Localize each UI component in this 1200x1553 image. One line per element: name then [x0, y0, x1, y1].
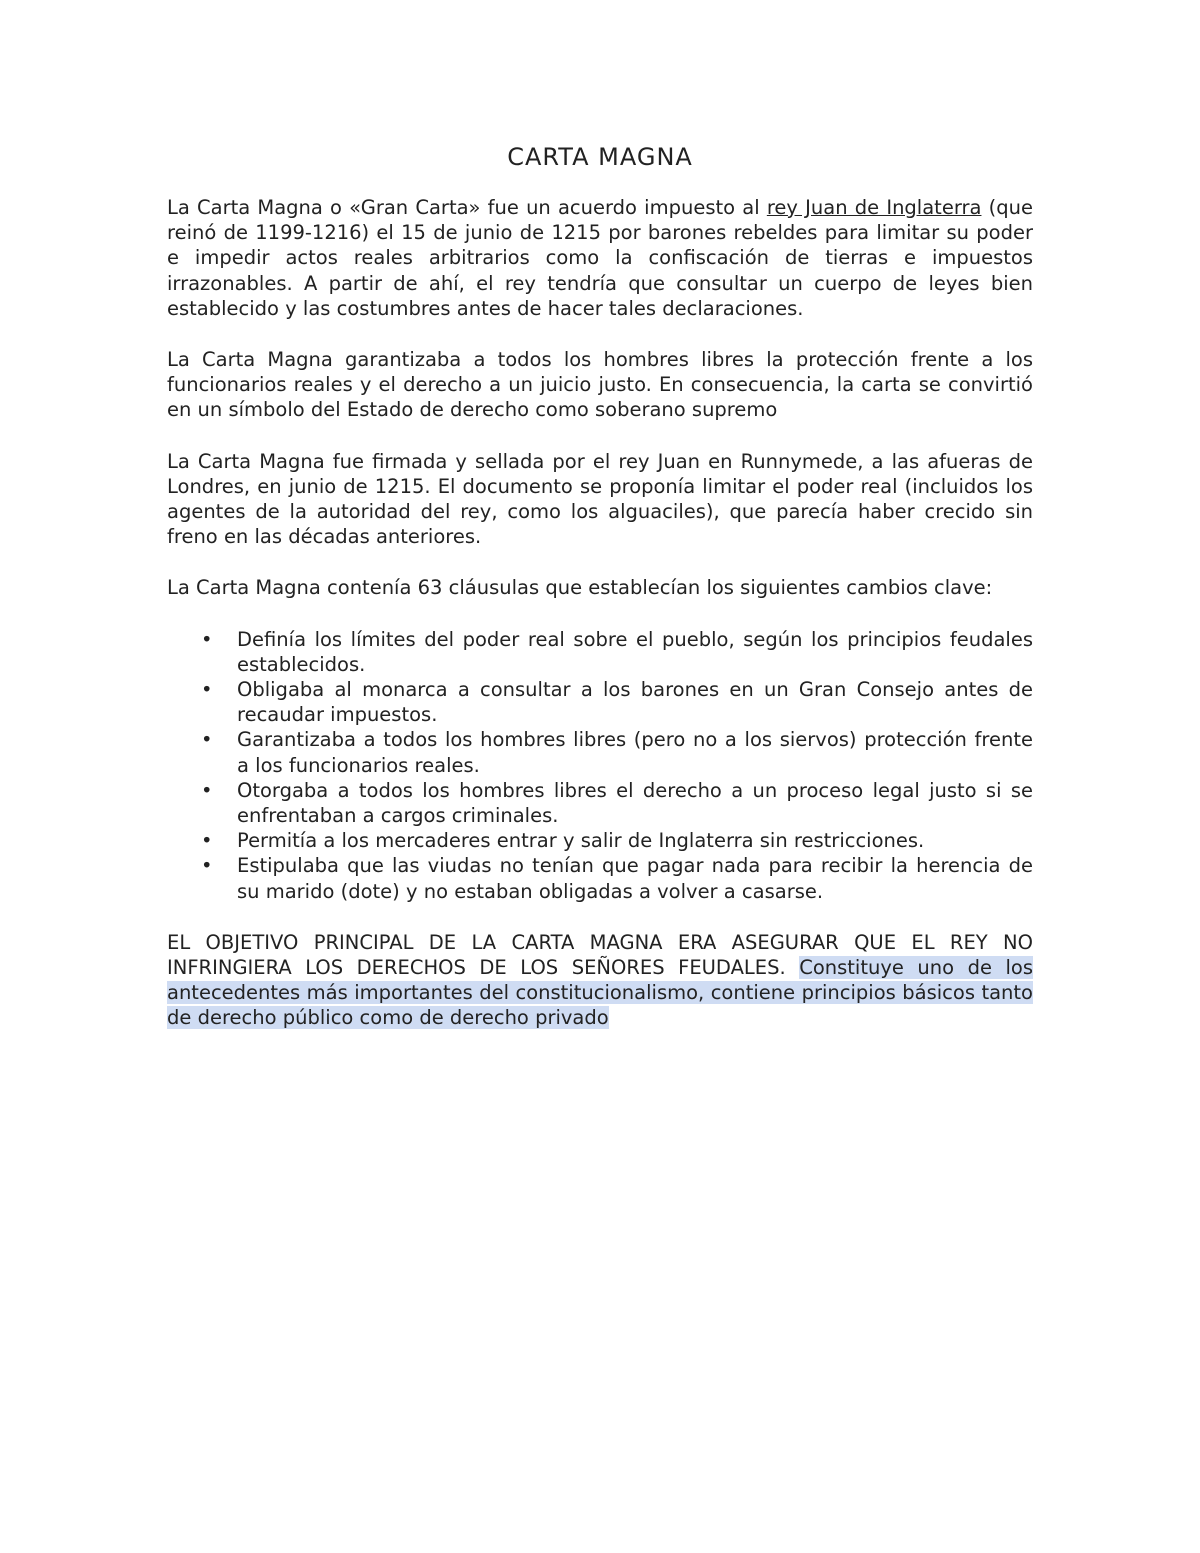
objective-text: EL OBJETIVO PRINCIPAL DE LA CARTA MAGNA ERA ASEGURAR QUE EL REY NO INFRINGIERA LOS DERECHOS DE LOS SEÑORES FEUDALES. — [167, 930, 1033, 980]
selected-text-highlight[interactable]: Constituye uno de los antecedentes más importantes del constitucionalismo, contiene principios básicos tanto de derecho público como de derecho privado — [167, 956, 1033, 1030]
paragraph-intro — [167, 195, 1033, 321]
list-item — [201, 627, 1033, 677]
bullet-icon: • — [201, 627, 213, 651]
list-item-text: Garantizaba a todos los hombres libres (pero no a los siervos) protección frente a los funcionarios reales. — [237, 728, 1033, 777]
paragraph-intro-continuation: (que reinó de 1199-1216) el 15 de junio de 1215 por barones rebeldes para limitar su poder e impedir actos reales arbitrarios como la confiscación de tierras e impuestos irrazonables. A partir de ahí, el rey tendría que consultar un cuerpo de leyes bien establecido y las costumbres antes de hacer tales declaraciones. — [167, 196, 1034, 320]
list-item — [201, 677, 1033, 727]
list-item-text: Obligaba al monarca a consultar a los barones en un Gran Consejo antes de recaudar impuestos. — [237, 678, 1033, 727]
document-body — [167, 141, 1033, 1057]
bullet-icon: • — [201, 678, 213, 702]
list-item — [201, 828, 1033, 853]
paragraph-intro-text: La Carta Magna o «Gran Carta» fue un acuerdo impuesto al — [167, 196, 767, 219]
bullet-icon: • — [201, 778, 213, 802]
paragraph-runnymede: La Carta Magna fue firmada y sellada por el rey Juan en Runnymede, a las afueras de Londres, en junio de 1215. El documento se proponía limitar el poder real (incluidos los agentes de la autoridad del rey, como los alguaciles), que parecía haber crecido sin freno en las décadas anteriores. — [167, 449, 1033, 549]
document-title: CARTA MAGNA — [507, 143, 693, 171]
clauses-list — [167, 627, 1033, 904]
list-item-text: Otorgaba a todos los hombres libres el derecho a un proceso legal justo si se enfrentaban a cargos criminales. — [237, 778, 1033, 828]
bullet-icon: • — [201, 854, 213, 878]
paragraph-clauses: La Carta Magna contenía 63 cláusulas que establecían los siguientes cambios clave: — [167, 576, 993, 600]
king-john-link[interactable]: rey Juan de Inglaterra — [766, 196, 982, 219]
list-item-text: Definía los límites del poder real sobre el pueblo, según los principios feudales establecidos. — [237, 627, 1033, 676]
bullet-icon: • — [201, 829, 213, 853]
list-item-text: Estipulaba que las viudas no tenían que pagar nada para recibir la herencia de su marido (dote) y no estaban obligadas a volver a casarse. — [237, 854, 1033, 903]
list-item-text: Permitía a los mercaderes entrar y salir de Inglaterra sin restricciones. — [237, 829, 925, 853]
paragraph-objective — [167, 930, 1033, 1031]
list-item — [201, 853, 1033, 903]
list-item — [201, 727, 1033, 777]
paragraph-protection: La Carta Magna garantizaba a todos los hombres libres la protección frente a los funcionarios reales y el derecho a un juicio justo. En consecuencia, la carta se convirtió en un símbolo del Estado de derecho como soberano supremo — [167, 348, 1033, 422]
list-item — [201, 778, 1033, 828]
bullet-icon: • — [201, 728, 213, 752]
